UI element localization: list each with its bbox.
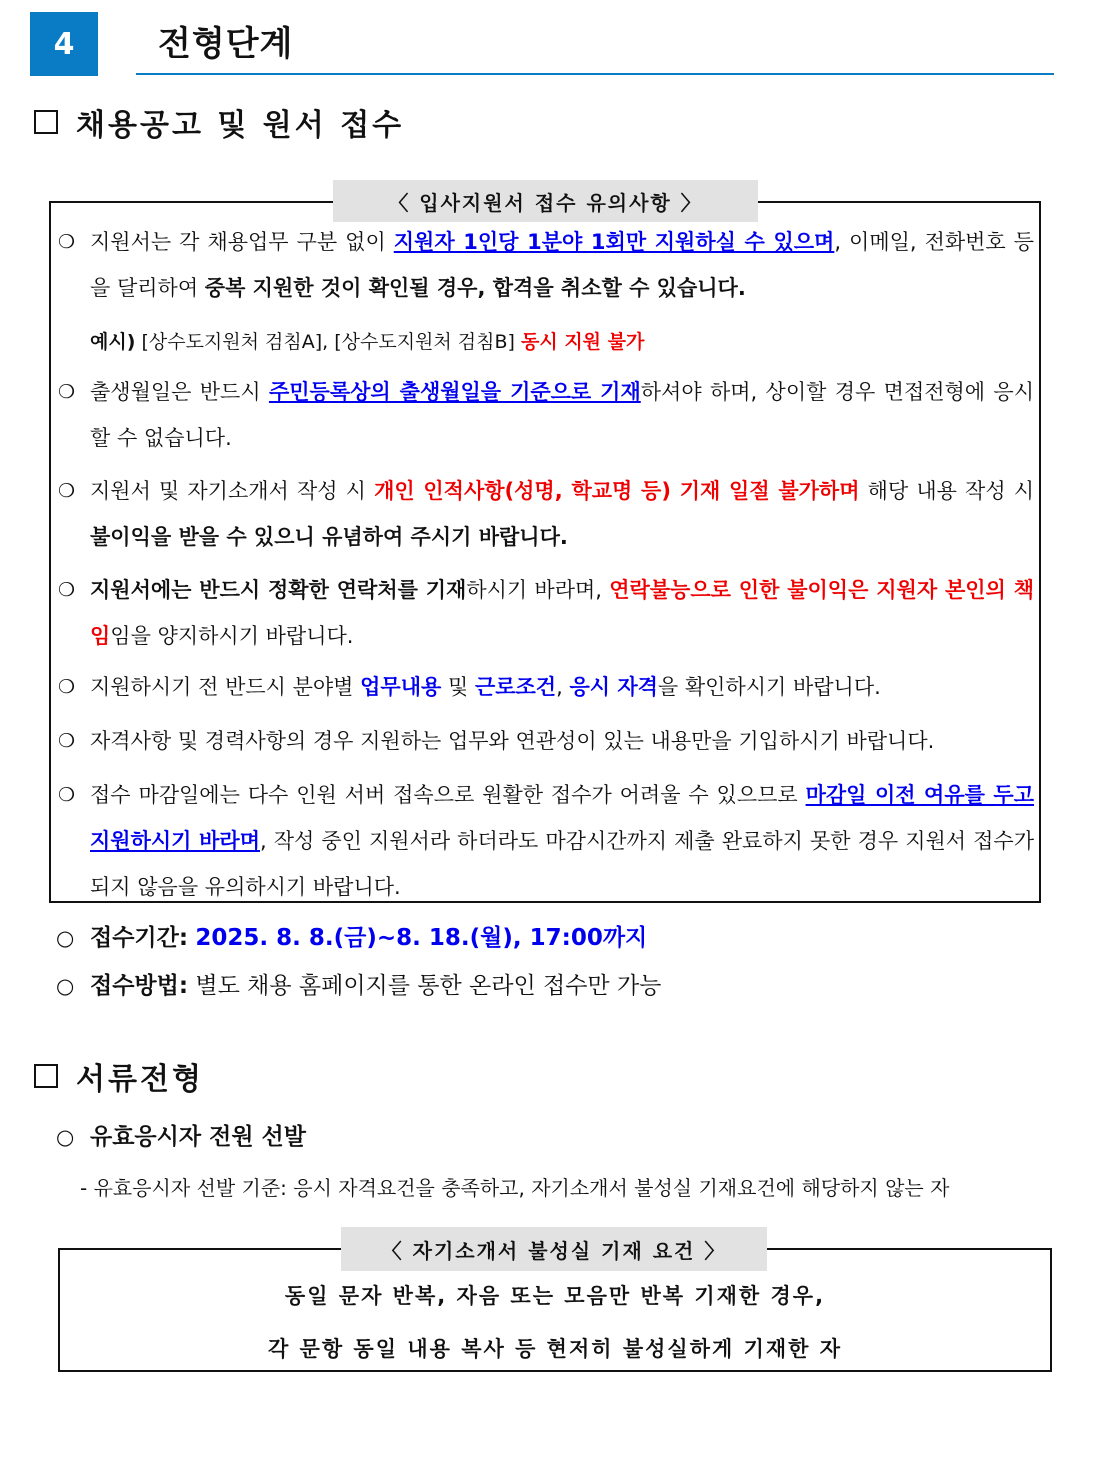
notice-item-4 bbox=[58, 567, 1034, 659]
notice-item-1 bbox=[58, 219, 1034, 311]
notice-box-precautions-title: 〈 입사지원서 접수 유의사항 〉 bbox=[333, 180, 758, 222]
checkbox-square-icon bbox=[34, 110, 58, 134]
bullet-circle-icon: ❍ bbox=[58, 579, 76, 601]
section-underline bbox=[136, 73, 1054, 75]
notice-item-6-text: 자격사항 및 경력사항의 경우 지원하는 업무와 연관성이 있는 내용만을 기입하시기 바랍니다. bbox=[90, 729, 935, 753]
notice-item-2-text: 출생월일은 반드시 주민등록상의 출생월일을 기준으로 기재하셔야 하며, 상이할 경우 면접전형에 응시할 수 없습니다. bbox=[90, 380, 1034, 450]
bullet-circle-icon: ❍ bbox=[58, 730, 76, 752]
heading-document-screening bbox=[34, 1054, 204, 1098]
insincere-line-1: 동일 문자 반복, 자음 또는 모음만 반복 기재한 경우, bbox=[284, 1284, 826, 1308]
notice-item-5-text: 지원하시기 전 반드시 분야별 업무내용 및 근로조건, 응시 자격을 확인하시기 바랍니다. bbox=[90, 675, 881, 699]
notice-item-3-text: 지원서 및 자기소개서 작성 시 개인 인적사항(성명, 학교명 등) 기재 일절 불가하며 해당 내용 작성 시 불이익을 받을 수 있으니 유념하여 주시기 바랍니다. bbox=[90, 479, 1035, 549]
notice-item-3 bbox=[58, 468, 1034, 560]
section-number-badge: 4 bbox=[30, 12, 98, 76]
notice-item-1-text: 지원서는 각 채용업무 구분 없이 지원자 1인당 1분야 1회만 지원하실 수 있으며, 이메일, 전화번호 등을 달리하여 중복 지원한 것이 확인될 경우, 합격을 취소할 수 있습니다. bbox=[90, 230, 1035, 300]
bullet-circle-icon: ❍ bbox=[58, 784, 76, 806]
bullet-circle-icon: ❍ bbox=[58, 676, 76, 698]
notice-example: 예시) [상수도지원처 검침A], [상수도지원처 검침B] 동시 지원 불가 bbox=[90, 331, 645, 353]
notice-item-7 bbox=[58, 772, 1034, 910]
application-period-value: 2025. 8. 8.(금)~8. 18.(월), 17:00까지 bbox=[195, 925, 648, 951]
notice-item-2 bbox=[58, 369, 1034, 461]
application-method: ○ 접수방법: 별도 채용 홈페이지를 통한 온라인 접수만 가능 bbox=[56, 966, 661, 1006]
bullet-circle-icon: ❍ bbox=[58, 480, 76, 502]
heading-application-label: 채용공고 및 원서 접수 bbox=[76, 108, 405, 143]
notice-item-7-text: 접수 마감일에는 다수 인원 서버 접속으로 원활한 접수가 어려울 수 있으므로 마감일 이전 여유를 두고 지원하시기 바라며, 작성 중인 지원서라 하더라도 마감시간까지 제출 완료하지 못한 경우 지원서 접수가 되지 않음을 유의하시기 바랍니다. bbox=[90, 783, 1034, 899]
selection-criteria: - 유효응시자 선발 기준: 응시 자격요건을 충족하고, 자기소개서 불성실 기재요건에 해당하지 않는 자 bbox=[80, 1176, 950, 1200]
insincere-line-2: 각 문항 동일 내용 복사 등 현저히 불성실하게 기재한 자 bbox=[267, 1337, 843, 1361]
checkbox-square-icon bbox=[34, 1064, 58, 1088]
notice-item-6 bbox=[58, 718, 1034, 764]
section-title: 전형단계 bbox=[158, 24, 294, 64]
heading-document-screening-label: 서류전형 bbox=[76, 1062, 204, 1097]
bullet-circle-icon: ○ bbox=[56, 1125, 75, 1149]
application-period: ○ 접수기간: 2025. 8. 8.(금)~8. 18.(월), 17:00까지 bbox=[56, 918, 647, 958]
notice-item-4-text: 지원서에는 반드시 정확한 연락처를 기재하시기 바라며, 연락불능으로 인한 불이익은 지원자 본인의 책임임을 양지하시기 바랍니다. bbox=[90, 578, 1034, 648]
selection-rule: ○ 유효응시자 전원 선발 bbox=[56, 1117, 306, 1157]
notice-box-insincere-title: 〈 자기소개서 불성실 기재 요건 〉 bbox=[341, 1227, 767, 1271]
bullet-circle-icon: ○ bbox=[56, 926, 75, 950]
bullet-circle-icon: ○ bbox=[56, 974, 75, 998]
heading-application bbox=[34, 100, 404, 144]
bullet-circle-icon: ❍ bbox=[58, 381, 76, 403]
bullet-circle-icon: ❍ bbox=[58, 231, 76, 253]
notice-item-5 bbox=[58, 664, 1034, 710]
application-method-value: 별도 채용 홈페이지를 통한 온라인 접수만 가능 bbox=[188, 973, 662, 999]
